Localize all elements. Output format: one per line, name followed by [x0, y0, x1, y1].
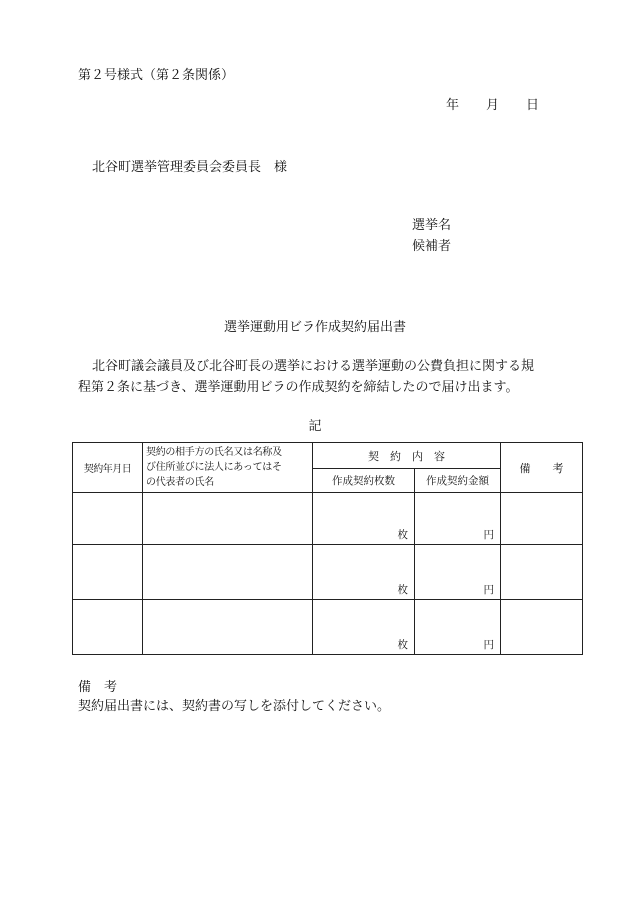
unit-yen: 円	[483, 639, 494, 651]
date-month-label: 月	[486, 98, 500, 113]
contract-table	[72, 442, 583, 655]
ki-heading: 記	[308, 419, 322, 434]
date-day-label: 日	[526, 98, 540, 113]
table-row	[73, 493, 583, 545]
cell-contract-party[interactable]	[143, 493, 313, 545]
cell-remarks[interactable]	[501, 600, 583, 655]
unit-yen: 円	[483, 529, 494, 541]
header-amount: 作成契約金額	[415, 469, 501, 493]
document-title: 選挙運動用ビラ作成契約届出書	[223, 320, 406, 335]
unit-sheets: 枚	[397, 529, 408, 541]
unit-yen: 円	[483, 584, 494, 596]
cell-amount[interactable]	[415, 600, 501, 655]
cell-contract-date[interactable]	[73, 493, 143, 545]
header-contract-party	[143, 443, 313, 493]
header-contract-date: 契約年月日	[73, 443, 143, 493]
remarks-text: 契約届出書には、契約書の写しを添付してください。	[78, 699, 391, 714]
header-remarks: 備 考	[501, 443, 583, 493]
cell-amount[interactable]	[415, 493, 501, 545]
date-year-label: 年	[446, 98, 460, 113]
unit-sheets: 枚	[397, 584, 408, 596]
candidate-label: 候補者	[412, 239, 452, 254]
cell-sheet-count[interactable]	[313, 600, 415, 655]
table-row	[73, 545, 583, 600]
cell-contract-date[interactable]	[73, 600, 143, 655]
cell-contract-party[interactable]	[143, 600, 313, 655]
header-contract-content: 契 約 内 容	[313, 443, 501, 469]
body-text-line-2: 程第２条に基づき、選挙運動用ビラの作成契約を締結したので届け出ます。	[78, 380, 519, 395]
header-sheet-count: 作成契約枚数	[313, 469, 415, 493]
unit-sheets: 枚	[397, 639, 408, 651]
header-party-line-3: の代表者の氏名	[146, 477, 214, 488]
header-party-line-1: 契約の相手方の氏名又は名称及	[146, 447, 282, 458]
cell-contract-party[interactable]	[143, 545, 313, 600]
cell-amount[interactable]	[415, 545, 501, 600]
table-row	[73, 600, 583, 655]
cell-remarks[interactable]	[501, 545, 583, 600]
cell-remarks[interactable]	[501, 493, 583, 545]
addressee: 北谷町選挙管理委員会委員長 様	[92, 160, 288, 175]
cell-contract-date[interactable]	[73, 545, 143, 600]
remarks-heading: 備 考	[78, 680, 118, 695]
cell-sheet-count[interactable]	[313, 493, 415, 545]
election-name-label: 選挙名	[412, 218, 452, 233]
header-party-line-2: び住所並びに法人にあってはそ	[146, 462, 282, 473]
body-text-line-1: 北谷町議会議員及び北谷町長の選挙における選挙運動の公費負担に関する規	[92, 359, 535, 374]
cell-sheet-count[interactable]	[313, 545, 415, 600]
form-number: 第２号様式（第２条関係）	[78, 68, 235, 83]
